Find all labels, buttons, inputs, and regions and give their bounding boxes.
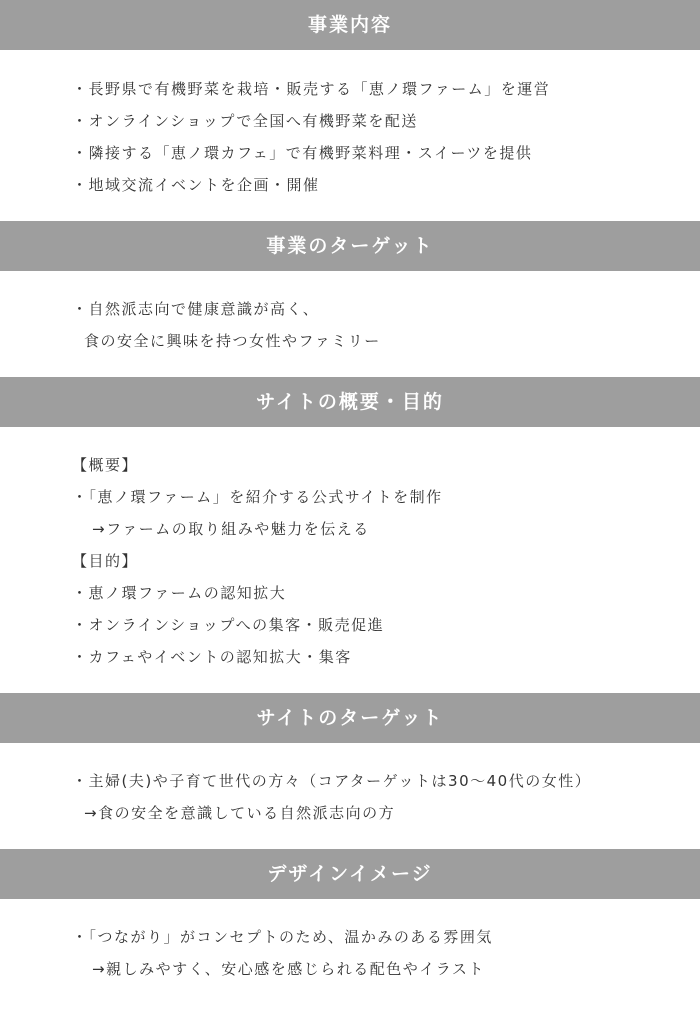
list-item: ・恵ノ環ファームの認知拡大	[72, 584, 287, 602]
list-item: ・「つながり」がコンセプトのため、温かみのある雰囲気	[72, 928, 493, 946]
list-item-continuation: 食の安全に興味を持つ女性やファミリー	[84, 332, 381, 350]
section-body-business	[0, 50, 700, 221]
section-title-business-target: 事業のターゲット	[0, 221, 700, 271]
list-item-arrow: →食の安全を意識している自然派志向の方	[84, 804, 396, 822]
list-item: ・長野県で有機野菜を栽培・販売する「恵ノ環ファーム」を運営	[72, 80, 551, 98]
section-body-site-overview	[0, 427, 700, 693]
section-site-target	[0, 693, 700, 849]
list-item: ・オンラインショップへの集客・販売促進	[72, 616, 385, 634]
list-item-arrow: →親しみやすく、安心感を感じられる配色やイラスト	[92, 960, 485, 978]
list-item: ・地域交流イベントを企画・開催	[72, 176, 320, 194]
section-body-business-target	[0, 271, 700, 377]
section-body-design-image	[0, 899, 700, 1005]
section-business-target	[0, 221, 700, 377]
section-business	[0, 0, 700, 221]
list-item: ・オンラインショップで全国へ有機野菜を配送	[72, 112, 418, 130]
list-item-arrow: →ファームの取り組みや魅力を伝える	[92, 520, 370, 538]
list-item: ・カフェやイベントの認知拡大・集客	[72, 648, 352, 666]
section-body-site-target	[0, 743, 700, 849]
section-site-overview	[0, 377, 700, 693]
list-item: ・自然派志向で健康意識が高く、	[72, 300, 320, 318]
subheading-purpose: 【目的】	[72, 552, 139, 570]
section-title-design-image: デザインイメージ	[0, 849, 700, 899]
section-design-image	[0, 849, 700, 1005]
list-item: ・「恵ノ環ファーム」を紹介する公式サイトを制作	[72, 488, 443, 506]
section-title-site-target: サイトのターゲット	[0, 693, 700, 743]
section-title-site-overview: サイトの概要・目的	[0, 377, 700, 427]
subheading-overview: 【概要】	[72, 456, 139, 474]
section-title-business: 事業内容	[0, 0, 700, 50]
list-item: ・隣接する「恵ノ環カフェ」で有機野菜料理・スイーツを提供	[72, 144, 533, 162]
list-item: ・主婦(夫)や子育て世代の方々（コアターゲットは30～40代の女性）	[72, 772, 592, 790]
